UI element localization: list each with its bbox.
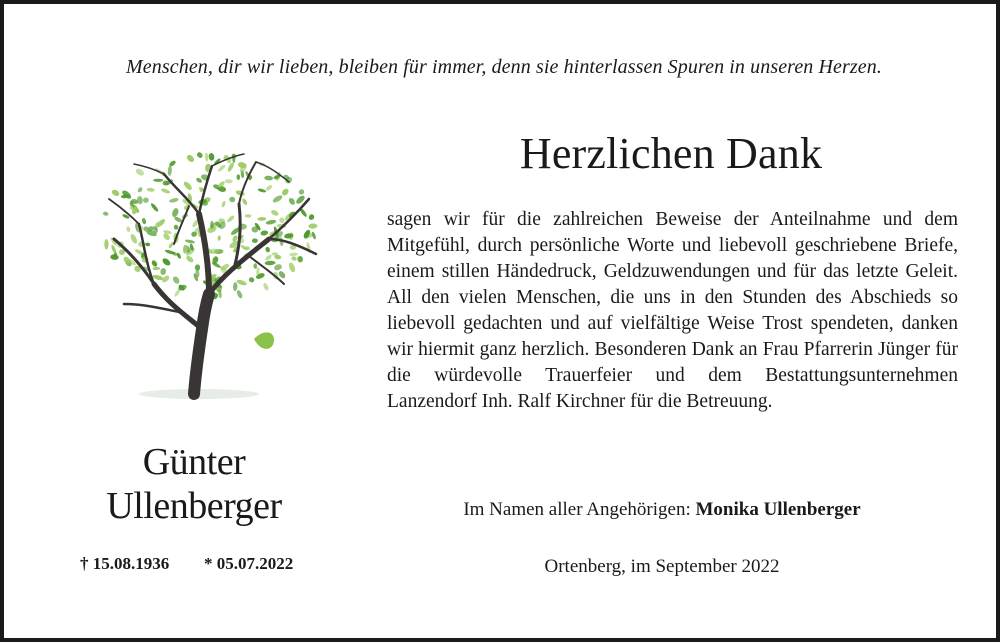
signature-name: Monika Ullenberger [695,499,861,520]
motto-text: Menschen, dir wir lieben, bleiben für immer, denn sie hinterlassen Spuren in unseren Herzen. [126,56,882,78]
birth-date: * 05.07.2022 [204,554,294,573]
signature-line [384,499,940,521]
place-date: Ortenberg, im September 2022 [544,556,780,577]
thanks-body-text: sagen wir für die zahlreichen Beweise der Anteilnahme und dem Mitgefühl, durch persönliche Worte und liebevoll geschriebene Briefe, einem stillen Händedruck, Geldzuwendungen und für das letzte Geleit. All den vielen Menschen, die uns in den Stunden des Abschieds so liebevoll gedachten und auf vielfältige Weise Trost spendeten, danken wir hiermit ganz herzlich. Besonderen Dank an Frau Pfarrerin Jünger für die würdevolle Trauerfeier und dem Bestattungsunternehmen Lanzendorf Inh. Ralf Kirchner für die Betreuung. [387,209,958,412]
death-date: † 15.08.1936 [80,554,170,573]
deceased-last-name: Ullenberger [106,485,282,527]
tree-icon [84,144,334,404]
deceased-name [44,440,344,528]
signature-prefix: Im Namen aller Angehörigen: [463,499,691,520]
heading-title: Herzlichen Dank [519,129,823,178]
deceased-first-name: Günter [142,441,246,483]
